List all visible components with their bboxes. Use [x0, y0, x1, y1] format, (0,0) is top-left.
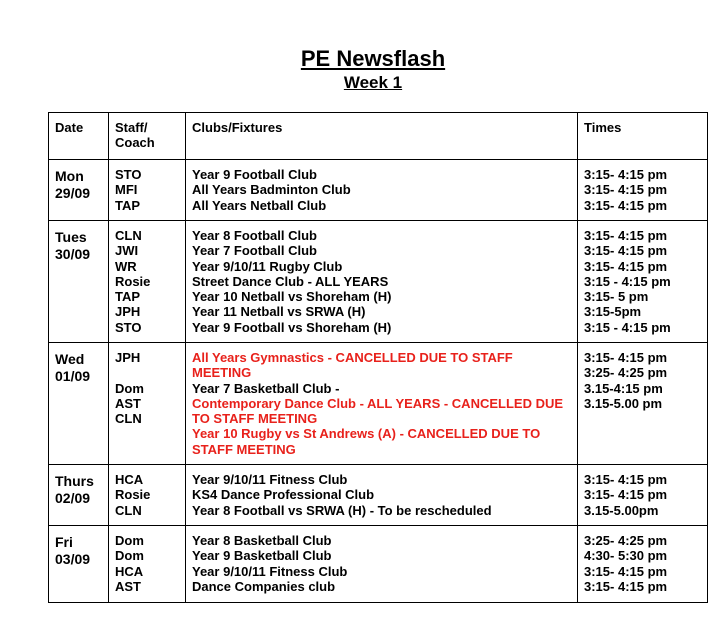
staff-code: STO [115, 167, 142, 182]
day-cell [49, 526, 109, 603]
time-entry: 3:25- 4:25 pm [584, 533, 668, 548]
day-cell [49, 465, 109, 526]
day-cell [49, 343, 109, 465]
table-row [49, 526, 708, 603]
times-cell [578, 221, 708, 343]
table-row [49, 343, 708, 465]
staff-code: JPH [115, 304, 141, 320]
staff-code: STO [115, 319, 142, 335]
club-entry: Dance Companies club [192, 578, 336, 594]
page-subtitle: Week 1 [343, 73, 403, 92]
column-header-date: Date [49, 113, 109, 160]
club-entry: Year 9/10/11 Fitness Club [192, 563, 348, 579]
clubs-cell [186, 221, 578, 343]
club-entry: Year 8 Basketball Club [192, 533, 332, 548]
staff-code: Rosie [115, 273, 151, 289]
club-entry-cancelled: All Years Gymnastics - CANCELLED DUE TO STAFF MEETING [192, 350, 517, 381]
day-name: Thurs [55, 473, 94, 489]
time-entry: 4:30- 5:30 pm [584, 548, 668, 564]
staff-cell [109, 343, 186, 465]
day-name: Wed [55, 351, 85, 367]
staff-code: TAP [115, 197, 141, 213]
page-title: PE Newsflash [300, 46, 446, 71]
time-entry: 3:15- 4:15 pm [584, 197, 668, 213]
staff-code: MFI [115, 182, 138, 198]
staff-code: JPH [115, 350, 141, 365]
club-entry-cancelled: Contemporary Dance Club - ALL YEARS - CANCELLED DUE TO STAFF MEETING [192, 395, 567, 427]
schedule-table [48, 112, 708, 603]
club-entry: Year 9/10/11 Fitness Club [192, 472, 348, 487]
staff-code: CLN [115, 411, 142, 427]
club-entry: Year 7 Football Club [192, 243, 317, 259]
day-name: Fri [55, 534, 73, 550]
day-cell [49, 160, 109, 221]
time-entry: 3.15-4:15 pm [584, 380, 663, 396]
staff-code: AST [115, 578, 141, 594]
clubs-cell [186, 160, 578, 221]
clubs-cell [186, 465, 578, 526]
staff-code: Rosie [115, 487, 151, 503]
time-entry: 3:15- 4:15 pm [584, 228, 668, 243]
club-entry: All Years Badminton Club [192, 182, 351, 198]
day-date: 30/09 [55, 246, 91, 262]
staff-cell [109, 160, 186, 221]
staff-cell [109, 526, 186, 603]
staff-code: Dom [115, 533, 144, 548]
staff-code: Dom [115, 380, 144, 396]
time-entry: 3:15- 4:15 pm [584, 578, 668, 594]
time-entry: 3:15- 4:15 pm [584, 350, 668, 365]
club-entry-cancelled: Year 10 Rugby vs St Andrews (A) - CANCELLED DUE TO STAFF MEETING [192, 426, 544, 457]
column-header-staff: Staff/ Coach [109, 113, 186, 160]
times-cell [578, 343, 708, 465]
time-entry: 3:15- 4:15 pm [584, 487, 668, 503]
time-entry: 3:15 - 4:15 pm [584, 273, 671, 289]
time-entry: 3:25- 4:25 pm [584, 365, 668, 381]
time-entry: 3:15- 5 pm [584, 289, 649, 305]
table-header-row [49, 113, 708, 160]
day-date: 03/09 [55, 551, 91, 567]
time-entry: 3:15-5pm [584, 304, 642, 320]
times-cell [578, 160, 708, 221]
club-entry: Year 9/10/11 Rugby Club [192, 258, 343, 274]
staff-code: AST [115, 395, 141, 411]
times-cell [578, 465, 708, 526]
clubs-cell [186, 526, 578, 603]
column-header-times: Times [578, 113, 708, 160]
day-name: Tues [55, 229, 87, 245]
day-date: 01/09 [55, 368, 91, 384]
time-entry: 3.15-5.00pm [584, 502, 659, 518]
day-name: Mon [55, 168, 84, 184]
club-entry: Street Dance Club - ALL YEARS [192, 273, 389, 289]
day-date: 02/09 [55, 490, 91, 506]
staff-code: CLN [115, 228, 142, 243]
club-entry: Year 11 Netball vs SRWA (H) [192, 304, 366, 320]
club-entry: Year 10 Netball vs Shoreham (H) [192, 289, 392, 305]
staff-code: JWI [115, 243, 139, 259]
column-header-clubs: Clubs/Fixtures [186, 113, 578, 160]
table-row [49, 221, 708, 343]
club-entry: Year 7 Basketball Club - [192, 380, 340, 396]
staff-code: TAP [115, 289, 141, 305]
day-date: 29/09 [55, 185, 91, 201]
club-entry: All Years Netball Club [192, 197, 327, 213]
staff-cell [109, 221, 186, 343]
staff-cell [109, 465, 186, 526]
time-entry: 3:15 - 4:15 pm [584, 319, 671, 335]
time-entry: 3:15- 4:15 pm [584, 258, 668, 274]
staff-code: Dom [115, 548, 144, 564]
table-row [49, 160, 708, 221]
club-entry: Year 9 Basketball Club [192, 548, 332, 564]
club-entry: Year 8 Football vs SRWA (H) - To be rescheduled [192, 502, 492, 518]
time-entry: 3:15- 4:15 pm [584, 243, 668, 259]
time-entry: 3:15- 4:15 pm [584, 472, 668, 487]
staff-code [115, 365, 179, 380]
club-entry: Year 8 Football Club [192, 228, 317, 243]
day-cell [49, 221, 109, 343]
times-cell [578, 526, 708, 603]
time-entry: 3:15- 4:15 pm [584, 167, 668, 182]
time-entry: 3:15- 4:15 pm [584, 563, 668, 579]
staff-code: WR [115, 258, 137, 274]
staff-code: HCA [115, 563, 144, 579]
time-entry: 3.15-5.00 pm [584, 395, 663, 411]
staff-code: CLN [115, 502, 142, 518]
clubs-cell [186, 343, 578, 465]
club-entry: Year 9 Football vs Shoreham (H) [192, 319, 392, 335]
table-row [49, 465, 708, 526]
club-entry: KS4 Dance Professional Club [192, 487, 375, 503]
staff-code: HCA [115, 472, 144, 487]
time-entry: 3:15- 4:15 pm [584, 182, 668, 198]
club-entry: Year 9 Football Club [192, 167, 317, 182]
